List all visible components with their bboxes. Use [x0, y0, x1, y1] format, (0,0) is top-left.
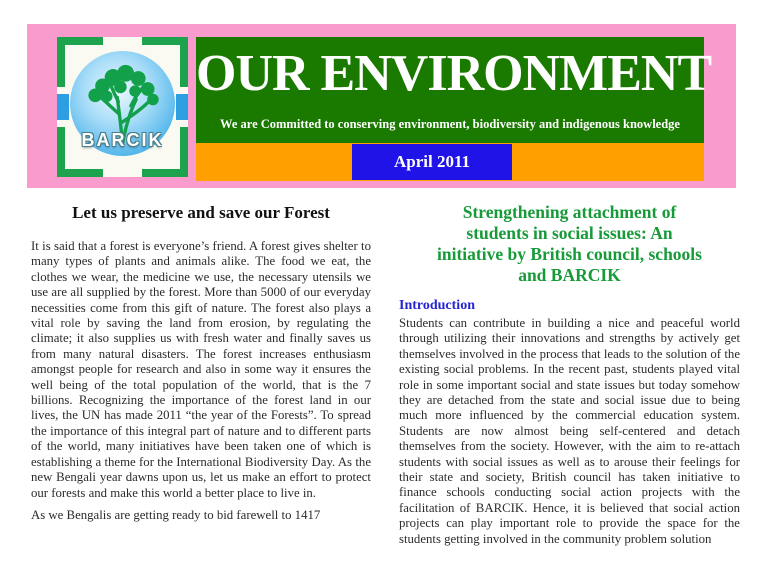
- logo-wordmark: BARCIK: [81, 130, 164, 150]
- right-article: [399, 196, 740, 547]
- left-article-paragraph-1: It is said that a forest is everyone’s friend. A forest gives shelter to many types of plants and animals alike. The food we eat, the clothes we wear, the medicine we use, the necessary utensils we use are all supplied by the forest. More than 5000 of our everyday necessities come from this gift of nature. The forest also plays a vital role by saving the land from erosion, by regulating the climate; it also supplies us with fresh water and finally saves us from many natural disasters. The forest increases enthusiasm amongst people for research and also in some way it ensures the well being of the total population of the world, that is the 7 billions. Recognizing the importance of the forest land in our lives, the UN has made 2011 “the year of the Forests”. To spread the importance of this integral part of nature and to different parts of the world, many initiatives have been taken one of which is establishing a theme for the International Biodiversity Day. As the new Bengali year dawns upon us, let us make an effort to protect our forests and make this world a better place to live in.: [31, 239, 371, 500]
- logo-accent-right: [176, 94, 188, 120]
- newsletter-title: OUR ENVIRONMENT: [196, 45, 712, 102]
- newsletter-tagline: We are Committed to conserving environment, biodiversity and indigenous knowledge: [220, 117, 680, 131]
- section-label-introduction: Introduction: [399, 298, 475, 313]
- right-article-title-line-1: Strengthening attachment of: [462, 202, 677, 222]
- right-article-title: [399, 202, 740, 286]
- right-article-paragraph-1: Students can contribute in building a nice and peaceful world through utilizing their innovations and strengths by actively get themselves involved in the process that leads to the solution of the existing social problems. In the recent past, students played vital role in some important social and state issues but today somehow they are detached from the state and social issue due to being much more influenced by the commercial education system. Students are now almost being self-centered and detach themselves from the society. However, with the aim to re-attach students with social issues as well as to arouse their feelings for their state and society, British council has taken initiative to finance schools conducting social action projects with the facilitation of BARCIK. Hence, it is believed that social action projects can play important role to provide the space for the students getting involved in the community problem solution: [399, 316, 740, 546]
- date-strip: [196, 143, 704, 181]
- left-article-paragraph-2: As we Bengalis are getting ready to bid farewell to 1417: [31, 507, 321, 522]
- right-article-title-line-3: initiative by British council, schools: [437, 244, 702, 264]
- issue-date: April 2011: [393, 152, 471, 171]
- logo-accent-left: [57, 94, 69, 120]
- masthead-banner: [196, 37, 712, 143]
- left-article-title: Let us preserve and save our Forest: [72, 203, 330, 222]
- masthead-frame: [27, 24, 736, 188]
- barcik-logo: [57, 37, 188, 177]
- issue-date-badge: [352, 144, 512, 180]
- left-article: [31, 196, 371, 523]
- right-article-title-line-4: and BARCIK: [518, 265, 621, 285]
- right-article-title-line-2: students in social issues: An: [466, 223, 673, 243]
